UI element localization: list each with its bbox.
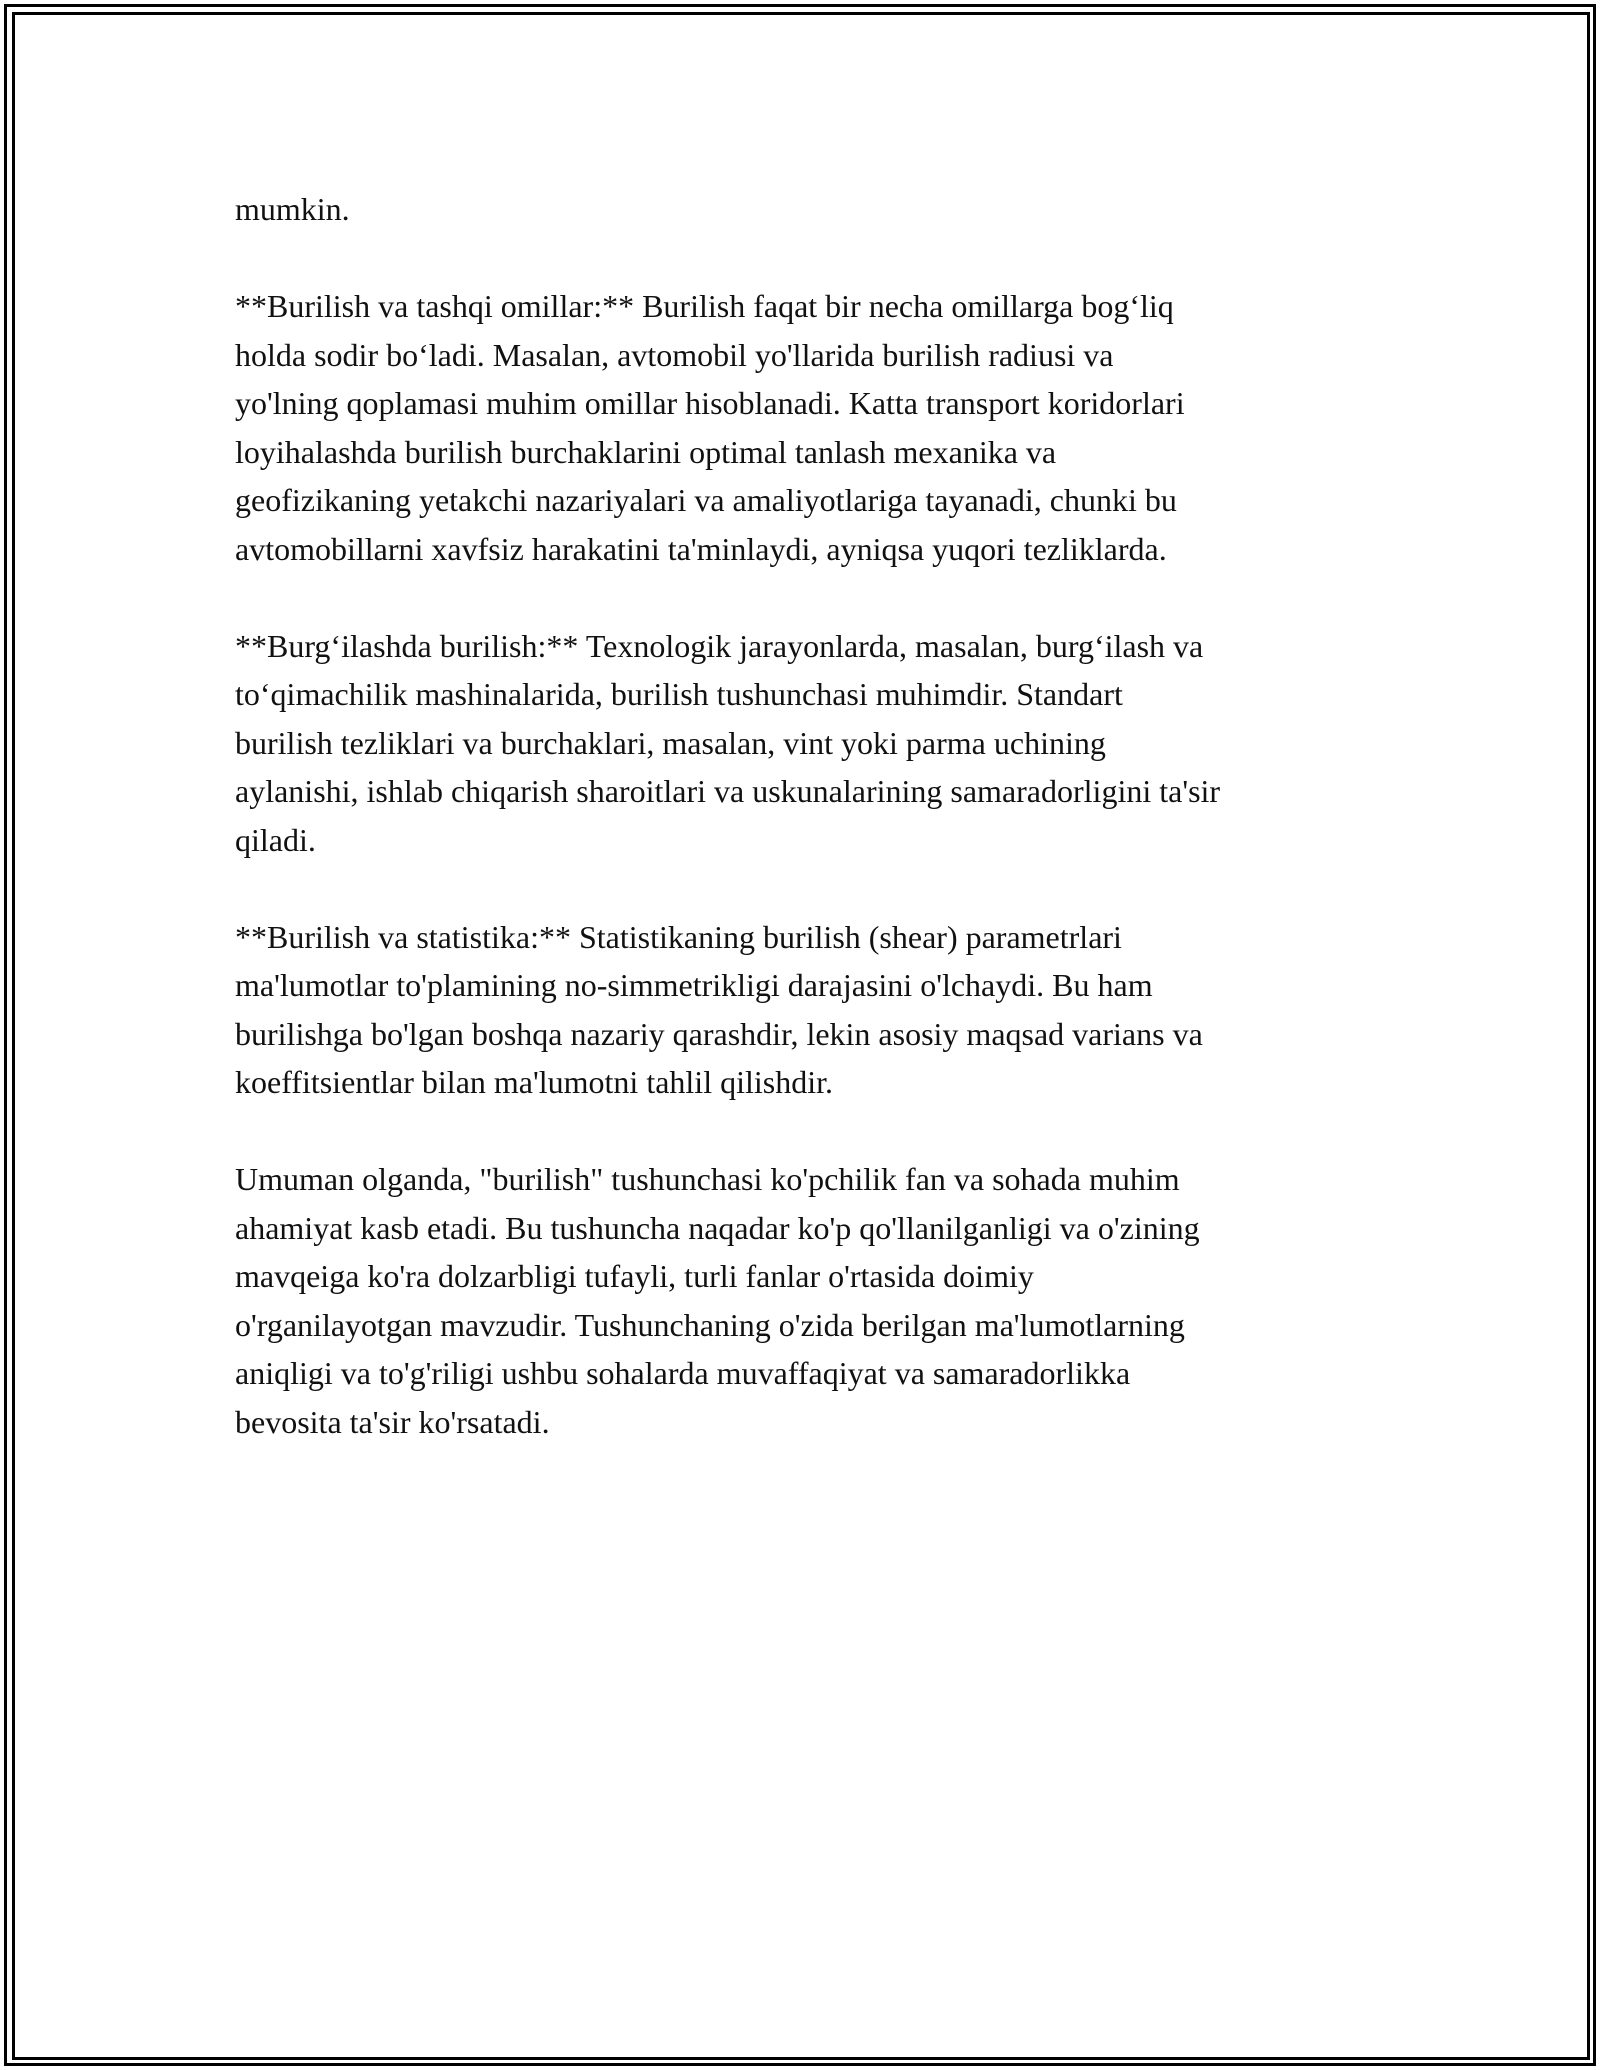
- text-line: to‘qimachilik mashinalarida, burilish tushunchasi muhimdir. Standart: [235, 676, 1123, 712]
- paragraph-burilish-statistika: [235, 913, 1375, 1107]
- text-line: Umuman olganda, "burilish" tushunchasi ko'pchilik fan va sohada muhim: [235, 1161, 1180, 1197]
- text-line: mavqeiga ko'ra dolzarbligi tufayli, turli fanlar o'rtasida doimiy: [235, 1258, 1034, 1294]
- document-body: [235, 185, 1375, 1446]
- text-line: koeffitsientlar bilan ma'lumotni tahlil qilishdir.: [235, 1064, 833, 1100]
- text-line: **Burg‘ilashda burilish:** Texnologik jarayonlarda, masalan, burg‘ilash va: [235, 627, 1204, 664]
- text-line: bevosita ta'sir ko'rsatadi.: [235, 1403, 550, 1440]
- text-line: holda sodir bo‘ladi. Masalan, avtomobil yo'llarida burilish radiusi va: [235, 336, 1114, 373]
- text-line: loyihalashda burilish burchaklarini optimal tanlash mexanika va: [235, 433, 1057, 470]
- text-line: ahamiyat kasb etadi. Bu tushuncha naqadar ko'p qo'llanilganligi va o'zining: [235, 1209, 1200, 1246]
- text-line: burilish tezliklari va burchaklari, masalan, vint yoki parma uchining: [235, 724, 1106, 761]
- paragraph-conclusion: [235, 1155, 1375, 1446]
- text-line: aylanishi, ishlab chiqarish sharoitlari va uskunalarining samaradorligini ta'sir: [235, 773, 1221, 809]
- paragraph-continuation: [235, 185, 1375, 234]
- text-line: o'rganilayotgan mavzudir. Tushunchaning o'zida berilgan ma'lumotlarning: [235, 1306, 1185, 1343]
- text-line: burilishga bo'lgan boshqa nazariy qarashdir, lekin asosiy maqsad varians va: [235, 1015, 1203, 1052]
- text-line: yo'lning qoplamasi muhim omillar hisoblanadi. Katta transport koridorlari: [235, 385, 1185, 421]
- text-line: **Burilish va statistika:** Statistikaning burilish (shear) parametrlari: [235, 918, 1122, 955]
- paragraph-burgilashda-burilish: [235, 622, 1375, 865]
- paragraph-burilish-tashqi-omillar: [235, 282, 1375, 573]
- text-line: mumkin.: [235, 191, 350, 227]
- text-line: geofizikaning yetakchi nazariyalari va amaliyotlariga tayanadi, chunki bu: [235, 482, 1177, 518]
- text-line: ma'lumotlar to'plamining no-simmetrikligi darajasini o'lchaydi. Bu ham: [235, 967, 1153, 1003]
- text-line: aniqligi va to'g'riligi ushbu sohalarda muvaffaqiyat va samaradorlikka: [235, 1355, 1131, 1391]
- text-line: avtomobillarni xavfsiz harakatini ta'minlaydi, ayniqsa yuqori tezliklarda.: [235, 530, 1167, 567]
- text-line: qiladi.: [235, 821, 316, 858]
- text-line: **Burilish va tashqi omillar:** Burilish faqat bir necha omillarga bog‘liq: [235, 288, 1174, 324]
